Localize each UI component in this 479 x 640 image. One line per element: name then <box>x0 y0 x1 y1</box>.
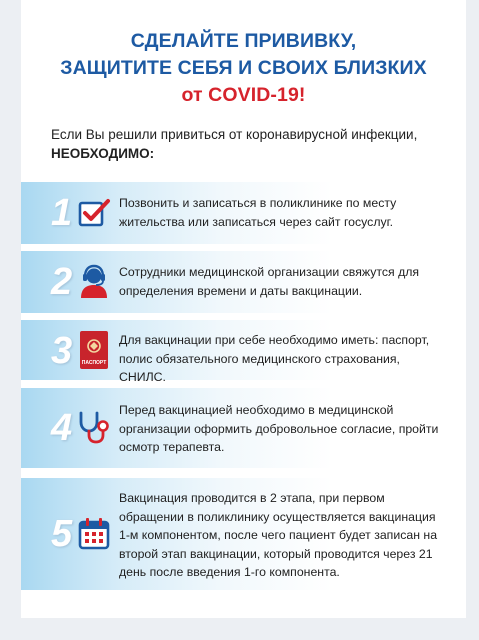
step-number: 4 <box>51 407 73 449</box>
passport-icon-label: ПАСПОРТ <box>81 360 107 366</box>
step-1 <box>21 182 466 244</box>
title-line-2: ЗАЩИТИТЕ СЕБЯ И СВОИХ БЛИЗКИХ <box>60 57 427 79</box>
stethoscope-icon <box>77 410 111 444</box>
step-number: 2 <box>51 261 73 303</box>
leaflet-page <box>21 0 466 618</box>
step-text: Вакцинация проводится в 2 этапа, при первом обращении в поликлинику осуществляется вакцинация 1-м компонентом, после чего пациент будет записан на второй этап вакцинации, который проводится через 21 день после введения 1-го компонента. <box>119 491 438 579</box>
calendar-icon <box>77 516 111 550</box>
step-3 <box>21 320 466 384</box>
checkbox-icon <box>77 196 111 230</box>
title-line-3: от COVID-19! <box>181 84 306 106</box>
intro-text: Если Вы решили привиться от коронавирусной инфекции, <box>51 127 418 142</box>
step-text: Сотрудники медицинской организации свяжутся для определения времени и даты вакцинации. <box>119 265 420 298</box>
page-title <box>21 28 466 109</box>
step-2 <box>21 251 466 313</box>
step-5 <box>21 478 466 590</box>
step-text: Перед вакцинацией необходимо в медицинской организации оформить добровольное согласие, пройти осмотр терапевта. <box>119 403 439 454</box>
step-number: 5 <box>51 513 73 555</box>
intro-emphasis: НЕОБХОДИМО: <box>51 146 155 161</box>
step-text: Для вакцинации при себе необходимо иметь: паспорт, полис обязательного медицинского страхования, СНИЛС. <box>119 333 430 384</box>
intro-paragraph <box>51 125 461 163</box>
step-number: 3 <box>51 330 73 372</box>
operator-headset-icon <box>77 264 111 298</box>
step-4 <box>21 388 466 468</box>
step-number: 1 <box>51 192 73 234</box>
passport-icon <box>79 330 109 370</box>
step-text: Позвонить и записаться в поликлинике по месту жительства или записаться через сайт госуслуг. <box>119 196 397 229</box>
title-line-1: СДЕЛАЙТЕ ПРИВИВКУ, <box>130 30 357 52</box>
